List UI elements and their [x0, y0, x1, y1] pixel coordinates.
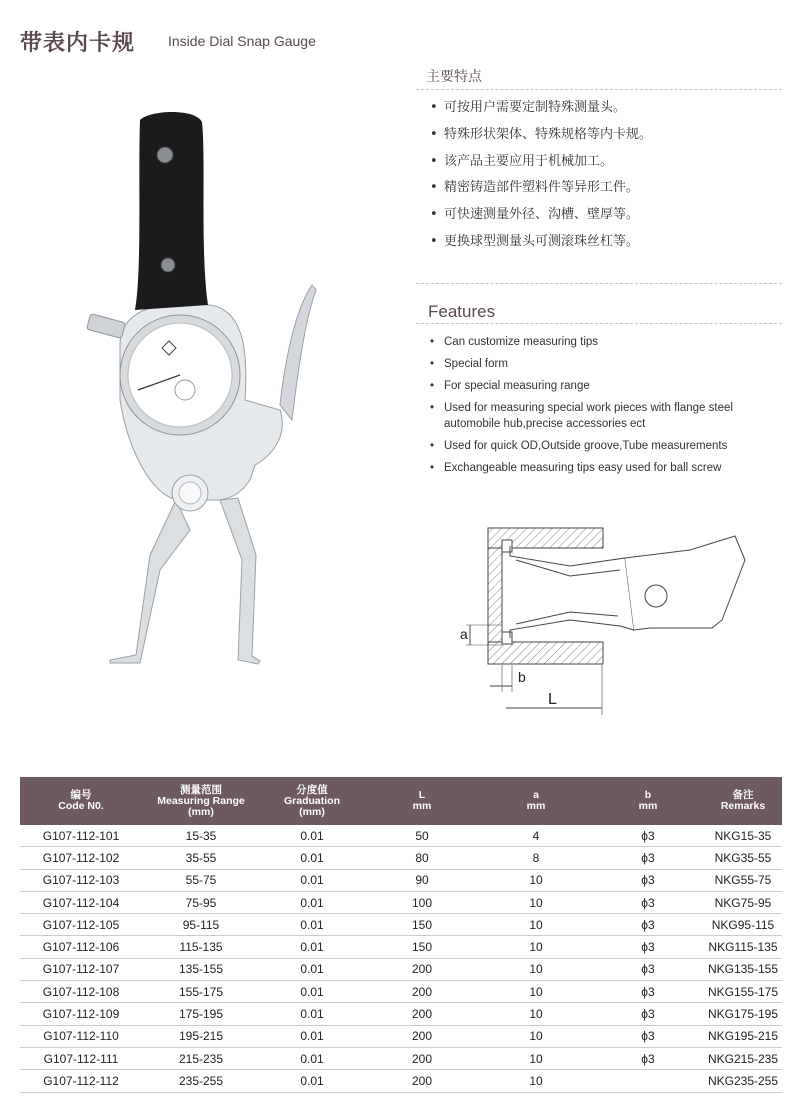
- table-cell: NKG195-215: [704, 1025, 782, 1047]
- list-item: • Exchangeable measuring tips easy used for ball screw: [428, 460, 778, 476]
- table-cell: 55-75: [142, 869, 260, 891]
- table-cell: ϕ3: [592, 1003, 704, 1025]
- table-cell: 100: [364, 891, 480, 913]
- table-cell: 115-135: [142, 936, 260, 958]
- features-cn-heading: 主要特点: [426, 69, 482, 85]
- table-cell: G107-112-106: [20, 936, 142, 958]
- table-row: [20, 891, 782, 913]
- table-cell: G107-112-102: [20, 847, 142, 869]
- divider: [416, 323, 782, 324]
- list-item: • 该产品主要应用于机械加工。: [428, 152, 778, 179]
- table-cell: 10: [480, 914, 592, 936]
- table-cell: 15-35: [142, 825, 260, 847]
- table-cell: NKG75-95: [704, 891, 782, 913]
- divider: [416, 89, 782, 90]
- list-item: • Used for quick OD,Outside groove,Tube measurements: [428, 438, 778, 454]
- table-row: [20, 1025, 782, 1047]
- table-cell: 8: [480, 847, 592, 869]
- table-cell: ϕ3: [592, 958, 704, 980]
- table-cell: 175-195: [142, 1003, 260, 1025]
- column-header: 分度值 Graduation (mm): [260, 777, 364, 825]
- table-cell: NKG235-255: [704, 1070, 782, 1092]
- table-row: [20, 847, 782, 869]
- table-cell: 10: [480, 891, 592, 913]
- list-item: • 可快速测量外径、沟槽、壁厚等。: [428, 205, 778, 232]
- table-cell: 0.01: [260, 1047, 364, 1069]
- label-L: L: [548, 691, 557, 708]
- workpiece-wall: [488, 548, 502, 642]
- table-cell: G107-112-111: [20, 1047, 142, 1069]
- table-row: [20, 1003, 782, 1025]
- list-item: • Used for measuring special work pieces with flange steel automobile hub,precise accessories ect: [428, 400, 778, 432]
- table-cell: 10: [480, 1025, 592, 1047]
- page-title: 带表内卡规: [20, 31, 136, 56]
- workpiece-bottom: [488, 642, 603, 664]
- table-cell: ϕ3: [592, 981, 704, 1003]
- table-cell: ϕ3: [592, 1025, 704, 1047]
- measurement-diagram: [450, 520, 750, 720]
- table-cell: 155-175: [142, 981, 260, 1003]
- knob-center: [179, 482, 201, 504]
- table-row: [20, 1047, 782, 1069]
- list-item: • 特殊形状架体、特殊规格等内卡规。: [428, 125, 778, 152]
- table-cell: 235-255: [142, 1070, 260, 1092]
- table-cell: 200: [364, 958, 480, 980]
- table-cell: NKG175-195: [704, 1003, 782, 1025]
- table-cell: 10: [480, 1047, 592, 1069]
- gauge-arm: [625, 536, 745, 630]
- table-row: [20, 914, 782, 936]
- table-cell: G107-112-103: [20, 869, 142, 891]
- table-cell: 10: [480, 869, 592, 891]
- table-cell: G107-112-108: [20, 981, 142, 1003]
- screw-icon: [161, 258, 175, 272]
- table-cell: 150: [364, 914, 480, 936]
- table-cell: 200: [364, 1070, 480, 1092]
- table-cell: ϕ3: [592, 1047, 704, 1069]
- table-cell: 0.01: [260, 847, 364, 869]
- table-cell: 0.01: [260, 958, 364, 980]
- list-item: • Special form: [428, 356, 778, 372]
- table-cell: 35-55: [142, 847, 260, 869]
- list-item: • 精密铸造部件塑料件等异形工件。: [428, 178, 778, 205]
- table-cell: 0.01: [260, 914, 364, 936]
- table-row: [20, 958, 782, 980]
- table-cell: 10: [480, 981, 592, 1003]
- table-cell: 4: [480, 825, 592, 847]
- table-row: [20, 1070, 782, 1092]
- table-row: [20, 936, 782, 958]
- table-cell: 0.01: [260, 1003, 364, 1025]
- screw-icon: [157, 147, 173, 163]
- table-cell: 0.01: [260, 936, 364, 958]
- handle: [135, 112, 208, 310]
- table-row: [20, 869, 782, 891]
- table-cell: G107-112-109: [20, 1003, 142, 1025]
- jaw-edge: [516, 612, 618, 624]
- table-cell: NKG15-35: [704, 825, 782, 847]
- table-cell: NKG215-235: [704, 1047, 782, 1069]
- table-cell: 80: [364, 847, 480, 869]
- list-item: • For special measuring range: [428, 378, 778, 394]
- table-cell: 10: [480, 936, 592, 958]
- table-cell: 0.01: [260, 981, 364, 1003]
- column-header: L mm: [364, 777, 480, 825]
- table-cell: 200: [364, 1047, 480, 1069]
- table-cell: 135-155: [142, 958, 260, 980]
- label-a: a: [460, 626, 468, 642]
- table-cell: G107-112-104: [20, 891, 142, 913]
- table-header-row: [20, 777, 782, 825]
- table-cell: NKG35-55: [704, 847, 782, 869]
- table-cell: NKG135-155: [704, 958, 782, 980]
- table-cell: 75-95: [142, 891, 260, 913]
- table-cell: ϕ3: [592, 869, 704, 891]
- table-cell: ϕ3: [592, 936, 704, 958]
- table-cell: 0.01: [260, 1070, 364, 1092]
- list-item: • 更换球型测量头可测滚珠丝杠等。: [428, 232, 778, 259]
- list-item: • Can customize measuring tips: [428, 334, 778, 350]
- spec-table: [20, 777, 782, 1093]
- table-cell: 10: [480, 1003, 592, 1025]
- table-cell: 95-115: [142, 914, 260, 936]
- table-cell: ϕ3: [592, 914, 704, 936]
- table-cell: G107-112-110: [20, 1025, 142, 1047]
- page-subtitle: Inside Dial Snap Gauge: [168, 33, 316, 49]
- lever: [280, 285, 316, 420]
- table-cell: NKG155-175: [704, 981, 782, 1003]
- right-leg: [220, 498, 260, 664]
- table-cell: 90: [364, 869, 480, 891]
- table-row: [20, 825, 782, 847]
- product-photo: [80, 100, 320, 680]
- table-cell: 200: [364, 1025, 480, 1047]
- table-cell: 0.01: [260, 1025, 364, 1047]
- label-b: b: [518, 669, 526, 685]
- table-cell: [592, 1070, 704, 1092]
- table-cell: 150: [364, 936, 480, 958]
- table-cell: G107-112-105: [20, 914, 142, 936]
- table-cell: 10: [480, 1070, 592, 1092]
- table-cell: 215-235: [142, 1047, 260, 1069]
- table-cell: NKG115-135: [704, 936, 782, 958]
- features-cn-list: [428, 98, 778, 259]
- table-cell: 200: [364, 981, 480, 1003]
- table-cell: G107-112-112: [20, 1070, 142, 1092]
- plunger: [87, 314, 126, 339]
- table-cell: G107-112-107: [20, 958, 142, 980]
- gauge-jaw: [510, 546, 634, 638]
- table-cell: NKG95-115: [704, 914, 782, 936]
- table-cell: ϕ3: [592, 825, 704, 847]
- left-leg: [110, 500, 190, 663]
- column-header: 备注 Remarks: [704, 777, 782, 825]
- table-row: [20, 981, 782, 1003]
- pivot: [645, 585, 667, 607]
- features-en-list: [428, 334, 778, 482]
- table-cell: 0.01: [260, 825, 364, 847]
- jaw-edge: [516, 560, 620, 576]
- table-cell: 10: [480, 958, 592, 980]
- divider: [416, 283, 782, 284]
- table-cell: G107-112-101: [20, 825, 142, 847]
- features-en-heading: Features: [428, 302, 496, 321]
- list-item: • 可按用户需要定制特殊测量头。: [428, 98, 778, 125]
- table-cell: ϕ3: [592, 847, 704, 869]
- table-cell: 195-215: [142, 1025, 260, 1047]
- table-cell: ϕ3: [592, 891, 704, 913]
- table-cell: 50: [364, 825, 480, 847]
- column-header: b mm: [592, 777, 704, 825]
- table-cell: 0.01: [260, 891, 364, 913]
- table-cell: 0.01: [260, 869, 364, 891]
- table-cell: NKG55-75: [704, 869, 782, 891]
- column-header: 测量范围 Measuring Range (mm): [142, 777, 260, 825]
- table-body: [20, 825, 782, 1092]
- table-cell: 200: [364, 1003, 480, 1025]
- column-header: a mm: [480, 777, 592, 825]
- column-header: 编号 Code N0.: [20, 777, 142, 825]
